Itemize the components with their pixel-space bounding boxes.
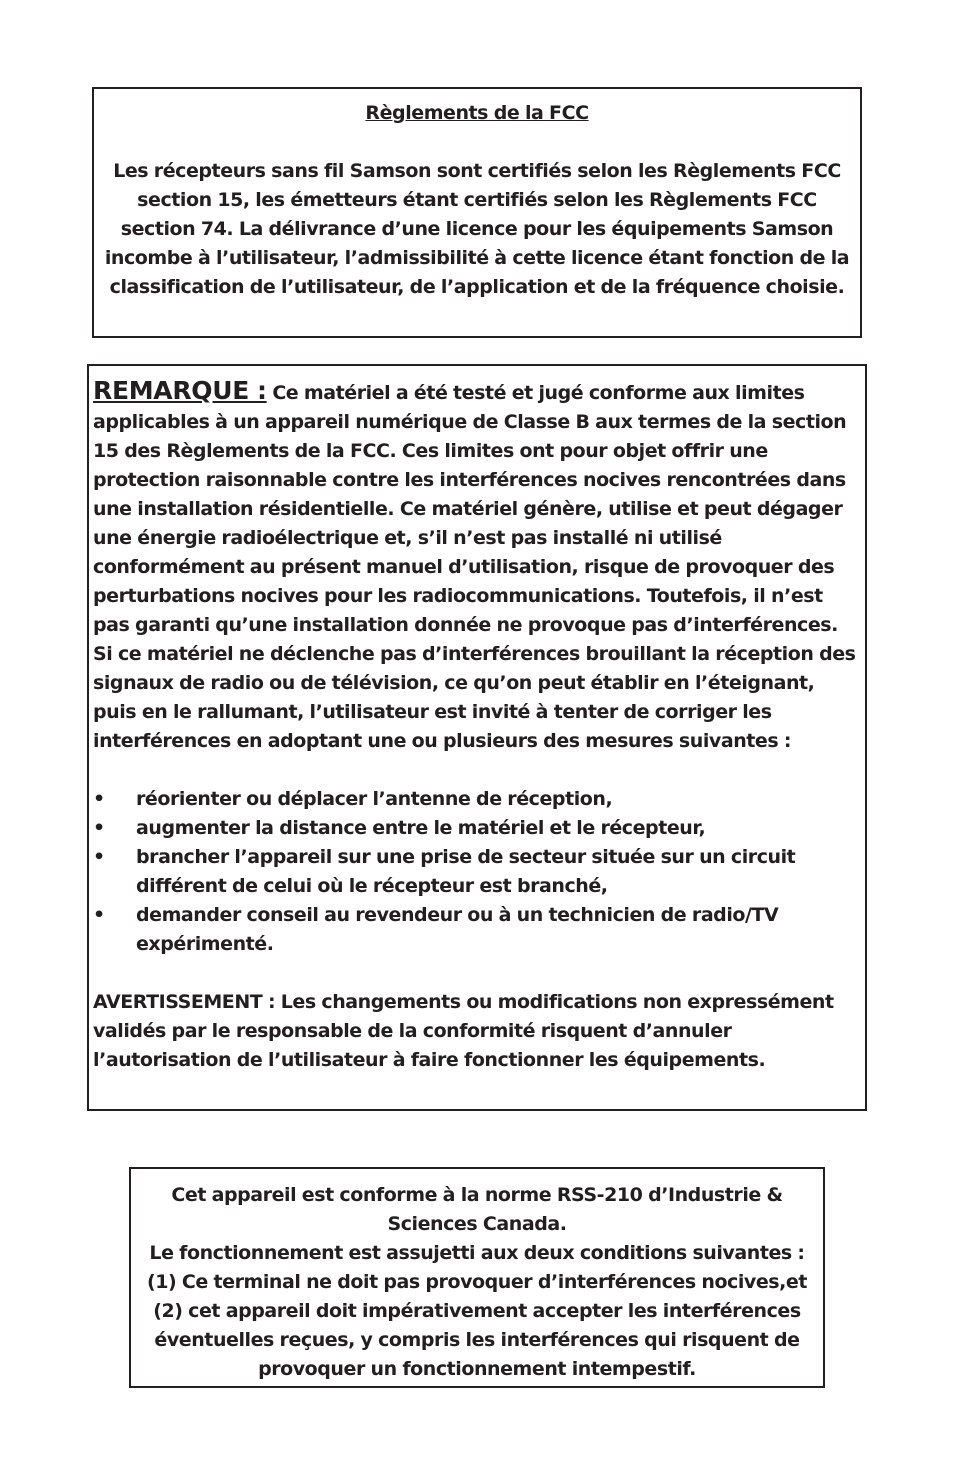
- list-item-text: brancher l’appareil sur une prise de secteur située sur un circuit différent de celui où le récepteur est branché,: [136, 846, 796, 897]
- fcc-title: Règlements de la FCC: [365, 102, 589, 124]
- ic-conditions-text: Le fonctionnement est assujetti aux deux conditions suivantes : (1) Ce terminal ne doit pas provoquer d’interférences nocives,et (2) cet appareil doit impérativement accepter les interférences éventuelles reçues, y compris les interférences qui risquent de provoquer un fonctionnement intempestif.: [147, 1242, 807, 1380]
- list-item-text: réorienter ou déplacer l’antenne de réception,: [136, 788, 613, 810]
- note-paragraph: [93, 376, 861, 756]
- industry-canada-box: [129, 1167, 825, 1388]
- bullet-icon: •: [93, 846, 105, 868]
- list-item: [93, 814, 861, 843]
- ic-compliance-line: Cet appareil est conforme à la norme RSS-210 d’Industrie & Sciences Canada.: [171, 1184, 783, 1235]
- measures-list: [93, 785, 861, 959]
- warning-text: AVERTISSEMENT : Les changements ou modifications non expressément validés par le responsable de la conformité risquent d’annuler l’autorisation de l’utilisateur à faire fonctionner les équipements.: [93, 991, 834, 1071]
- note-label: REMARQUE :: [93, 376, 267, 405]
- list-item: [93, 901, 861, 959]
- bullet-icon: •: [93, 817, 105, 839]
- fcc-regulations-box: [92, 87, 862, 338]
- list-item: [93, 785, 861, 814]
- list-item-text: augmenter la distance entre le matériel et le récepteur,: [136, 817, 706, 839]
- fcc-body: Les récepteurs sans fil Samson sont certifiés selon les Règlements FCC section 15, les émetteurs étant certifiés selon les Règlements FCC section 74. La délivrance d’une licence pour les équipements Samson incombe à l’utilisateur, l’admissibilité à cette licence étant fonction de la classification de l’utilisateur, de l’application et de la fréquence choisie.: [104, 160, 850, 298]
- note-box: [87, 364, 867, 1111]
- list-item: [93, 843, 861, 901]
- note-body: Ce matériel a été testé et jugé conforme aux limites applicables à un appareil numérique de Classe B aux termes de la section 15 des Règlements de la FCC. Ces limites ont pour objet offrir une protection raisonnable contre les interférences nocives rencontrées dans une installation résidentielle. Ce matériel génère, utilise et peut dégager une énergie radioélectrique et, s’il n’est pas installé ni utilisé conformément au présent manuel d’utilisation, risque de provoquer des perturbations nocives pour les radiocommunications. Toutefois, il n’est pas garanti qu’une installation donnée ne provoque pas d’interférences. Si ce matériel ne déclenche pas d’interférences brouillant la réception des signaux de radio ou de télévision, ce qu’on peut établir en l’éteignant, puis en le rallumant, l’utilisateur est invité à tenter de corriger les interférences en adoptant une ou plusieurs des mesures suivantes :: [93, 382, 856, 752]
- list-item-text: demander conseil au revendeur ou à un technicien de radio/TV expérimenté.: [136, 904, 779, 955]
- bullet-icon: •: [93, 788, 105, 810]
- bullet-icon: •: [93, 904, 105, 926]
